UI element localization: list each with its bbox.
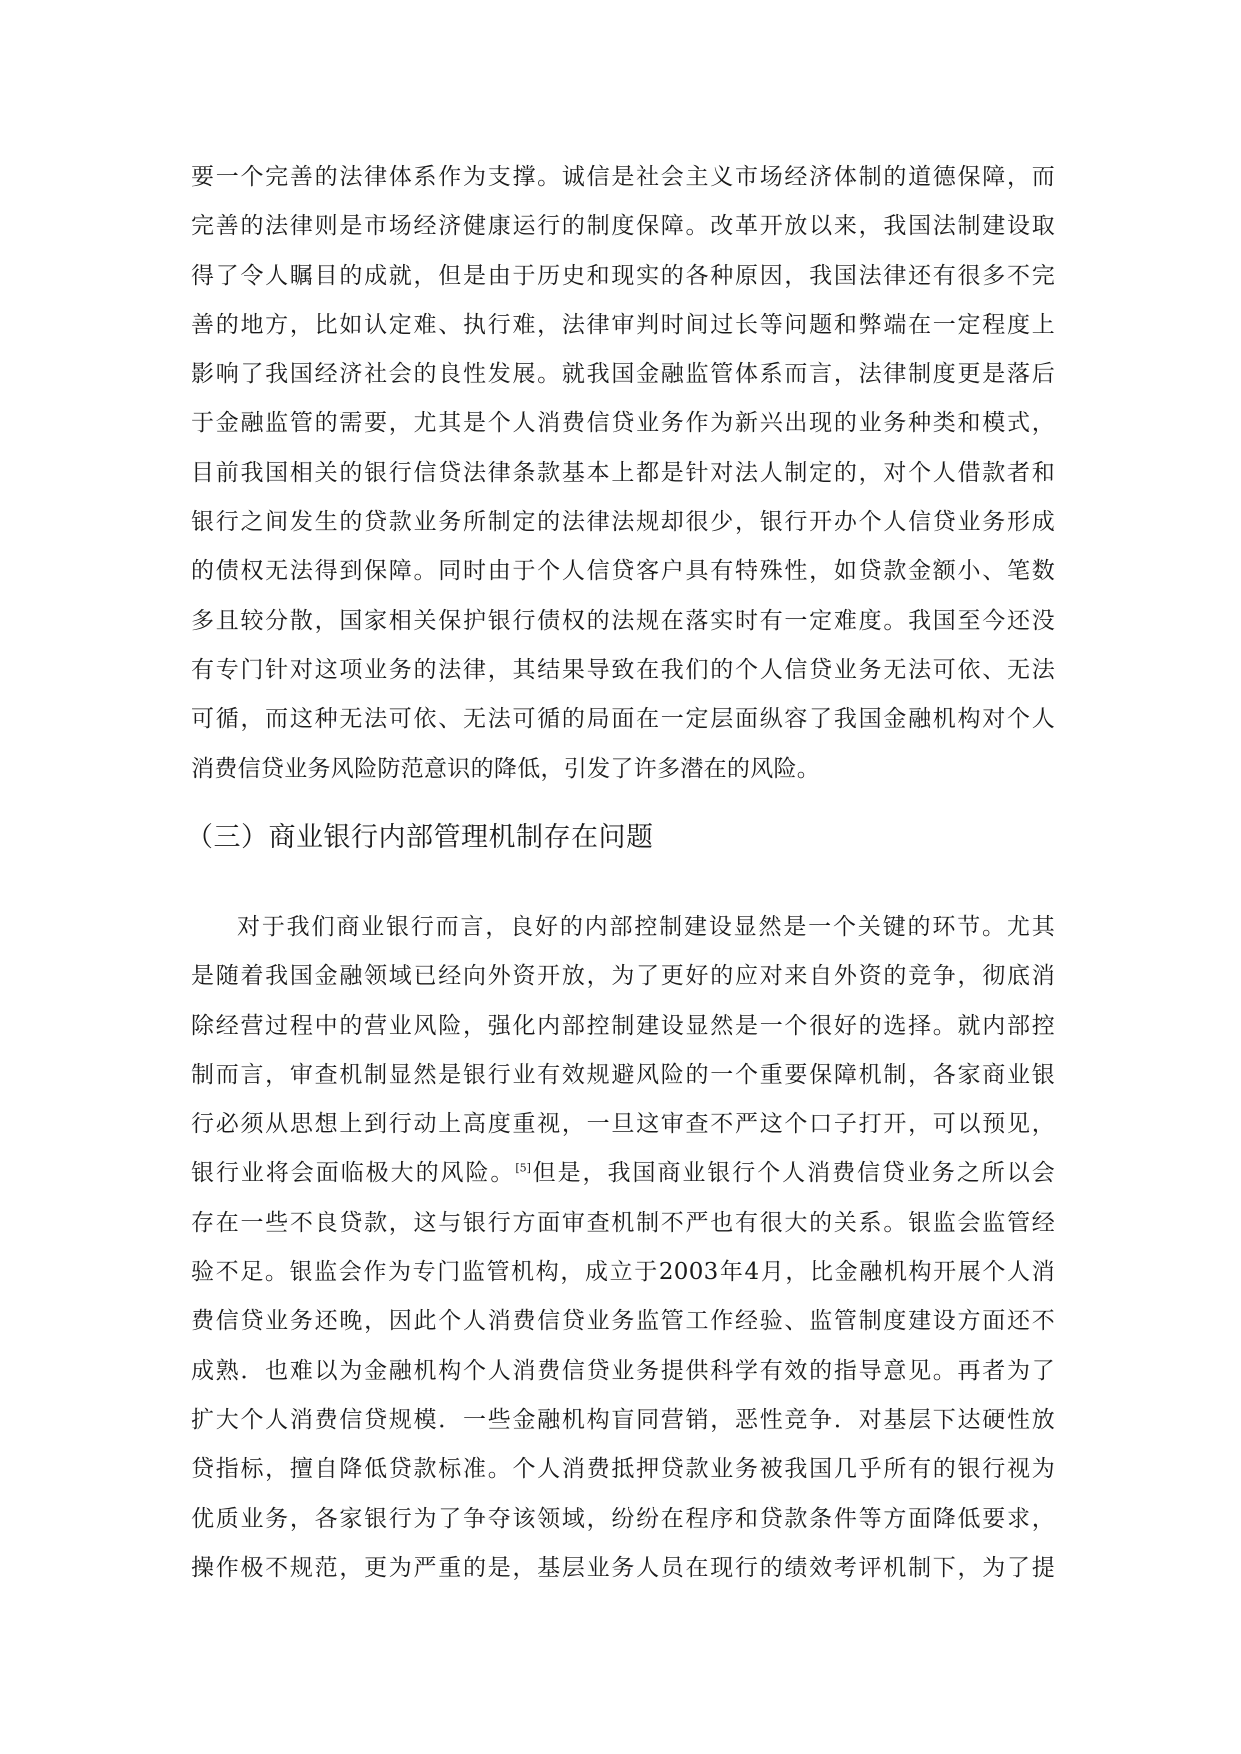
body-paragraph-internal-management xyxy=(191,903,1055,1593)
text-line: 制而言，审查机制显然是银行业有效规避风险的一个重要保障机制，各家商业银 xyxy=(191,1061,1055,1088)
text-line-with-citation xyxy=(191,1149,1055,1198)
text-line: 要一个完善的法律体系作为支撑。诚信是社会主义市场经济体制的道德保障，而 xyxy=(191,164,1055,190)
text-line: 消费信贷业务风险防范意识的降低，引发了许多潜在的风险。 xyxy=(191,755,821,782)
text-line: 善的地方，比如认定难、执行难，法律审判时间过长等问题和弊端在一定程度上 xyxy=(191,311,1055,338)
text-line: 得了令人瞩目的成就，但是由于历史和现实的各种原因，我国法律还有很多不完 xyxy=(191,262,1055,289)
section-heading: （三）商业银行内部管理机制存在问题 xyxy=(186,822,654,853)
text-line: 多且较分散，国家相关保护银行债权的法规在落实时有一定难度。我国至今还没 xyxy=(191,607,1055,634)
body-paragraph-legal-system xyxy=(191,153,1055,794)
text-line: 存在一些不良贷款，这与银行方面审查机制不严也有很大的关系。银监会监管经 xyxy=(191,1209,1055,1236)
text-line: 影响了我国经济社会的良性发展。就我国金融监管体系而言，法律制度更是落后 xyxy=(191,361,1055,388)
text-line-indented: 对于我们商业银行而言，良好的内部控制建设显然是一个关键的环节。尤其 xyxy=(237,914,1055,940)
text-line: 除经营过程中的营业风险，强化内部控制建设显然是一个很好的选择。就内部控 xyxy=(191,1012,1055,1039)
text-line: 是随着我国金融领域已经向外资开放，为了更好的应对来自外资的竞争，彻底消 xyxy=(191,963,1055,990)
text-line: 行必须从思想上到行动上高度重视，一旦这审查不严这个口子打开，可以预见， xyxy=(191,1111,1055,1138)
text-line: 目前我国相关的银行信贷法律条款基本上都是针对法人制定的，对个人借款者和 xyxy=(191,459,1055,486)
text-line: 扩大个人消费信贷规模．一些金融机构盲同营销，恶性竞争．对基层下达硬性放 xyxy=(191,1406,1055,1433)
text-segment: 但是，我国商业银行个人消费信贷业务之所以会 xyxy=(530,1160,1055,1187)
text-line: 费信贷业务还晚，因此个人消费信贷业务监管工作经验、监管制度建设方面还不 xyxy=(191,1308,1055,1335)
text-line: 操作极不规范，更为严重的是，基层业务人员在现行的绩效考评机制下，为了提 xyxy=(191,1554,1055,1581)
text-line: 可循，而这种无法可依、无法可循的局面在一定层面纵容了我国金融机构对个人 xyxy=(191,706,1055,733)
text-line: 贷指标，擅自降低贷款标准。个人消费抵押贷款业务被我国几乎所有的银行视为 xyxy=(191,1456,1055,1483)
text-line: 有专门针对这项业务的法律，其结果导致在我们的个人信贷业务无法可依、无法 xyxy=(191,656,1055,683)
text-segment: 银行业将会面临极大的风险。 xyxy=(191,1160,516,1187)
text-line: 优质业务，各家银行为了争夺该领域，纷纷在程序和贷款条件等方面降低要求， xyxy=(191,1505,1055,1532)
text-line: 验不足。银监会作为专门监管机构，成立于2003年4月，比金融机构开展个人消 xyxy=(191,1259,1055,1286)
text-line: 银行之间发生的贷款业务所制定的法律法规却很少，银行开办个人信贷业务形成 xyxy=(191,509,1055,536)
citation-marker: [5] xyxy=(515,1161,531,1175)
text-line: 于金融监管的需要，尤其是个人消费信贷业务作为新兴出现的业务种类和模式， xyxy=(191,410,1055,437)
text-line: 成熟．也难以为金融机构个人消费信贷业务提供科学有效的指导意见。再者为了 xyxy=(191,1357,1055,1384)
text-line: 的债权无法得到保障。同时由于个人信贷客户具有特殊性，如贷款金额小、笔数 xyxy=(191,558,1055,585)
text-line: 完善的法律则是市场经济健康运行的制度保障。改革开放以来，我国法制建设取 xyxy=(191,213,1055,240)
